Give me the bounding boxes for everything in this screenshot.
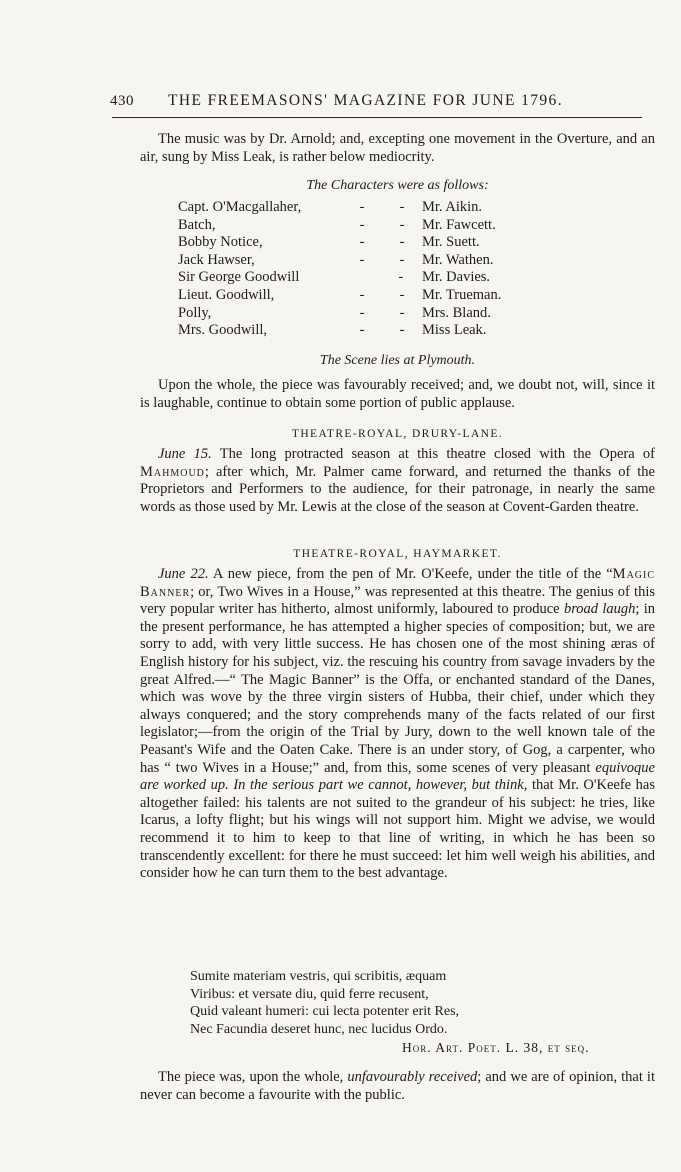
intro-paragraph: The music was by Dr. Arnold; and, excepting one movement in the Overture, and an air, sung by Miss Leak, is rather below mediocrity. [140,131,655,165]
characters-heading: The Characters were as follows: [306,178,489,193]
page-number: 430 [110,93,134,109]
cast-dashes: - - [359,322,405,339]
cast-role: Jack Hawser, [178,251,255,268]
drury-lane-text-after: ; after which, Mr. Palmer came forward, and returned the thanks of the Proprietors and Performers to the audience, for their patronage, in nearly the same words as those used by Mr. Lewis at the close of the season at Covent-Garden theatre. [140,463,655,515]
page-header [110,92,645,116]
haymarket-text-4: that Mr. O'Keefe has altogether failed: his talents are not suited to the grandeur of his subject: he tries, like Icarus, a lofty flight; but his wings will not support him. Might we advise, we would recommend it to him to keep to that line of writing, in which he has been so transcendently excellent: for there he must succeed: let him well weigh his abilities, and consider how he can turn them to the best advantage. [140,777,656,882]
cast-dashes: - - [359,251,405,268]
cast-actor: Mr. Suett. [422,234,480,251]
quote-citation-text: Hor. Art. Poet. L. 38, et seq. [402,1040,590,1055]
cast-row [178,252,538,270]
drury-lane-text-before: The long protracted season at this theatre closed with the Opera of [219,446,655,462]
cast-role: Capt. O'Macgallaher, [178,199,302,215]
cast-row [178,269,538,287]
intro-paragraph-block [140,131,655,166]
drury-lane-date: June 15. [158,446,212,462]
quote-line: Nec Facundia deseret hunc, nec lucidus Ordo. [190,1021,448,1037]
quote-line: Quid valeant humeri: cui lecta potenter erit Res, [190,1004,460,1020]
cast-actor: Mr. Trueman. [422,286,502,303]
cast-dashes: - - [359,234,405,251]
haymarket-block [140,566,655,883]
cast-row [178,322,538,340]
haymarket-text-1: A new piece, from the pen of Mr. O'Keefe, under the title of the “ [212,566,613,582]
cast-actor: Mr. Davies. [422,269,491,286]
cast-dashes: - [398,269,404,286]
cast-role: Bobby Notice, [178,234,263,251]
cast-role: Lieut. Goodwill, [178,286,275,303]
quote-line: Sumite materiam vestris, qui scribitis, æquam [190,969,447,984]
haymarket-heading: THEATRE-ROYAL, HAYMARKET. [293,548,502,560]
cast-role: Sir George Goodwill [178,269,300,286]
haymarket-emphasis-1: broad laugh [563,601,636,618]
cast-list [178,199,538,340]
running-title: THE FREEMASONS' MAGAZINE FOR JUNE 1796. [168,92,563,109]
haymarket-date: June 22. [158,566,209,582]
closing-emphasis: unfavourably received [347,1069,478,1085]
haymarket-paragraph [140,566,655,883]
drury-lane-paragraph [140,446,655,516]
cast-row [178,305,538,323]
scene-line: The Scene lies at Plymouth. [319,353,476,368]
quote-citation [402,1040,589,1056]
play-title: Magic Banner [140,566,656,600]
haymarket-text-3: ; in the present performance, he has attempted a higher species of composition; but, we are sorry to add, with very little success. He has chosen one of the most shining æras of English history for his subject, viz. the rescuing his country from savage invaders by the great Alfred.—“ The Magic Banner” is the Offa, or enchanted standard of the Danes, which was wove by the three virgin sisters of Hubba, their chief, under which they always conquered; and the story comprehends many of the facts related of our first legislator;—from the origin of the Trial by Jury, down to the well known tale of the Peasant's Wife and the Oaten Cake. There is an under story, of Gog, a carpenter, who has “ two Wives in a House;” and, from this, some scenes of very pleasant [140,601,656,776]
cast-dashes: - - [359,304,405,321]
haymarket-text-2: ; or, Two Wives in a House,” was represented at this theatre. The genius of this very popular writer has hitherto, almost uniformly, laboured to produce [140,583,655,618]
cast-row [178,287,538,305]
cast-row [178,217,538,235]
cast-role: Mrs. Goodwill, [178,322,268,339]
cast-actor: Mr. Fawcett. [422,216,496,233]
cast-actor: Mr. Wathen. [422,251,494,268]
latin-quote [190,968,550,1038]
closing-text-2: ; and we are of opinion, that it never can become a favourite with the public. [140,1069,655,1103]
cast-actor: Mrs. Bland. [422,304,491,321]
cast-role: Polly, [178,304,212,321]
cast-actor: Miss Leak. [422,322,487,339]
reception-paragraph: Upon the whole, the piece was favourably received; and, we doubt not, will, since it is laughable, continue to obtain some portion of public applause. [140,377,655,411]
cast-actor: Mr. Aikin. [422,199,483,215]
drury-lane-heading: THEATRE-ROYAL, DRURY-LANE. [291,428,504,440]
cast-dashes: - - [359,216,405,233]
scene-line-block [140,352,655,370]
cast-row [178,234,538,252]
reception-paragraph-block [140,377,655,412]
characters-heading-block [140,177,655,195]
opera-title: Mahmoud [140,463,205,480]
closing-paragraph [140,1069,655,1104]
closing-block [140,1069,655,1104]
closing-text-1: The piece was, upon the whole, [158,1069,344,1085]
cast-role: Batch, [178,216,216,233]
cast-dashes: - - [359,199,405,215]
cast-row [178,199,538,217]
quote-line: Viribus: et versate diu, quid ferre recusent, [190,986,429,1002]
header-rule [112,117,642,118]
cast-dashes: - - [359,286,405,303]
drury-lane-block [140,446,655,516]
haymarket-emphasis-2: equivoque are worked up. In the serious part we cannot, however, but think, [140,759,655,794]
